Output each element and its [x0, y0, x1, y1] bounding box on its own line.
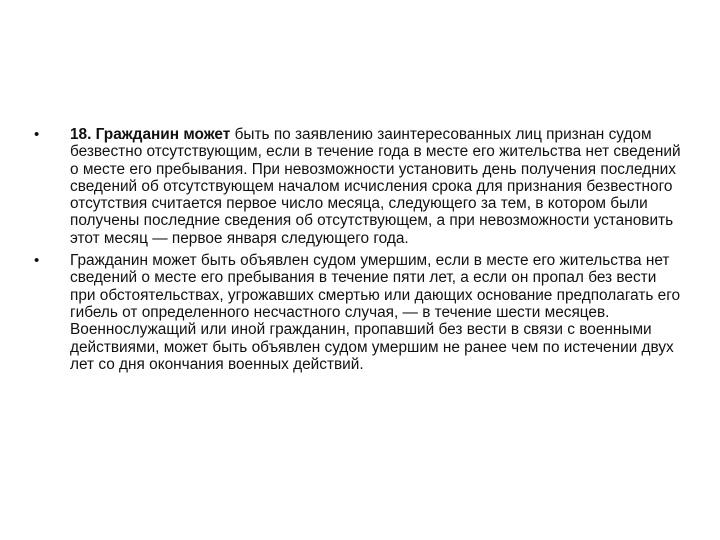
bullet-marker: • — [34, 126, 40, 143]
bullet-item-absence — [34, 126, 684, 247]
bullet-body: Гражданин может быть объявлен судом умершим, если в месте его жительства нет сведений о месте его пребывания в течение пяти лет, а если он пропал без вести при обстоятельствах, угрожавших смертью или дающих основание предполагать его гибель от определенного несчастного случая, — в течение шести месяцев. Военнослужащий или иной гражданин, пропавший без вести в связи с военными действиями, может быть объявлен судом умершим не ранее чем по истечении двух лет со дня окончания военных действий. — [70, 252, 681, 373]
bullet-text — [70, 126, 684, 247]
bullet-lead-bold: 18. Гражданин может — [70, 126, 231, 143]
bullet-body: быть по заявлению заинтересованных лиц признан судом безвестно отсутствующим, если в течение года в месте его жительства нет сведений о месте его пребывания. При невозможности установить день получения последних сведений об отсутствующем началом исчисления срока для признания безвестного отсутствия считается первое число месяца, следующего за тем, в котором были получены последние сведения об отсутствующем, а при невозможности установить этот месяц — первое января следующего года. — [70, 126, 681, 247]
bullet-list — [34, 126, 684, 378]
bullet-marker: • — [34, 252, 40, 270]
bullet-item-declared-dead — [34, 252, 684, 373]
bullet-text — [70, 252, 684, 373]
